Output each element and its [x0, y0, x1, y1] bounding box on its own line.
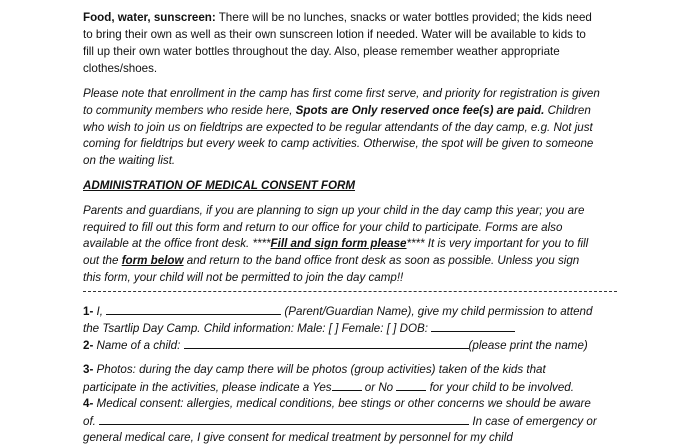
- photo-no-field[interactable]: [396, 379, 426, 391]
- food-line-1: Food, water, sunscreen: There will be no lunches, snacks or water bottles provided; the kids need: [83, 11, 592, 24]
- admin-line-2: required to fill out this form and return to our office for your child to participate. Forms are also: [83, 221, 563, 234]
- dashed-divider: [83, 291, 617, 292]
- admin-heading: ADMINISTRATION OF MEDICAL CONSENT FORM: [83, 179, 356, 192]
- fee-notice: Spots are Only reserved once fee(s) are paid.: [295, 104, 545, 117]
- form-item-2: 2- Name of a child: (please print the name): [83, 339, 588, 352]
- form-item-4-line-2: of. In case of emergency or: [83, 415, 597, 428]
- form-below-link: form below: [121, 254, 184, 267]
- admin-line-3: available at the office front desk. ****Fill and sign form please**** It is very important for you to fill: [83, 237, 589, 250]
- food-line-3: fill up their own water bottles throughout the day. Also, please remember weather appropriate: [83, 45, 560, 58]
- form-item-4-line-3: general medical care, I give consent for medical treatment by personnel for my child: [83, 431, 513, 444]
- form-item-3-line-2: participate in the activities, please indicate a Yes or No for your child to be involved.: [83, 381, 574, 394]
- admin-line-4: out the form below and return to the band office front desk as soon as possible. Unless you sign: [83, 254, 580, 267]
- child-name-field[interactable]: [184, 337, 469, 349]
- food-heading: Food, water, sunscreen:: [83, 11, 216, 24]
- enroll-line-5: on the waiting list.: [83, 154, 176, 167]
- form-item-4: 4- Medical consent: allergies, medical conditions, bee stings or other concerns we should be aware: [83, 397, 591, 410]
- photo-yes-field[interactable]: [332, 379, 362, 391]
- food-line-2: to bring their own as well as their own sunscreen lotion if needed. Water will be available to kids to: [83, 28, 586, 41]
- enroll-line-2: to community members who reside here, Spots are Only reserved once fee(s) are paid. Children: [83, 104, 591, 117]
- form-item-1: 1- I, (Parent/Guardian Name), give my child permission to attend: [83, 305, 593, 318]
- food-line-4: clothes/shoes.: [83, 62, 158, 75]
- form-item-1-line-2: the Tsartlip Day Camp. Child information: Male: [ ] Female: [ ] DOB:: [83, 320, 515, 336]
- enroll-line-1: Please note that enrollment in the camp has first come first serve, and priority for registration is given: [83, 87, 600, 100]
- enroll-line-4: coming for fieldtrips but every week to camp activities. Otherwise, the spot will be given to someone: [83, 137, 594, 150]
- admin-line-1: Parents and guardians, if you are planning to sign up your child in the day camp this year; you are: [83, 204, 585, 217]
- enroll-line-3: who wish to join us on fieldtrips are expected to be regular attendants of the day camp, e.g. Not just: [83, 121, 593, 134]
- form-item-3: 3- Photos: during the day camp there will be photos (group activities) taken of the kids that: [83, 363, 546, 376]
- admin-line-5: this form, your child will not be permitted to join the day camp!!: [83, 271, 404, 284]
- dob-field[interactable]: [431, 320, 515, 332]
- medical-concerns-field[interactable]: [99, 413, 469, 425]
- parent-name-field[interactable]: [106, 303, 281, 315]
- fill-sign-notice: Fill and sign form please: [270, 237, 407, 250]
